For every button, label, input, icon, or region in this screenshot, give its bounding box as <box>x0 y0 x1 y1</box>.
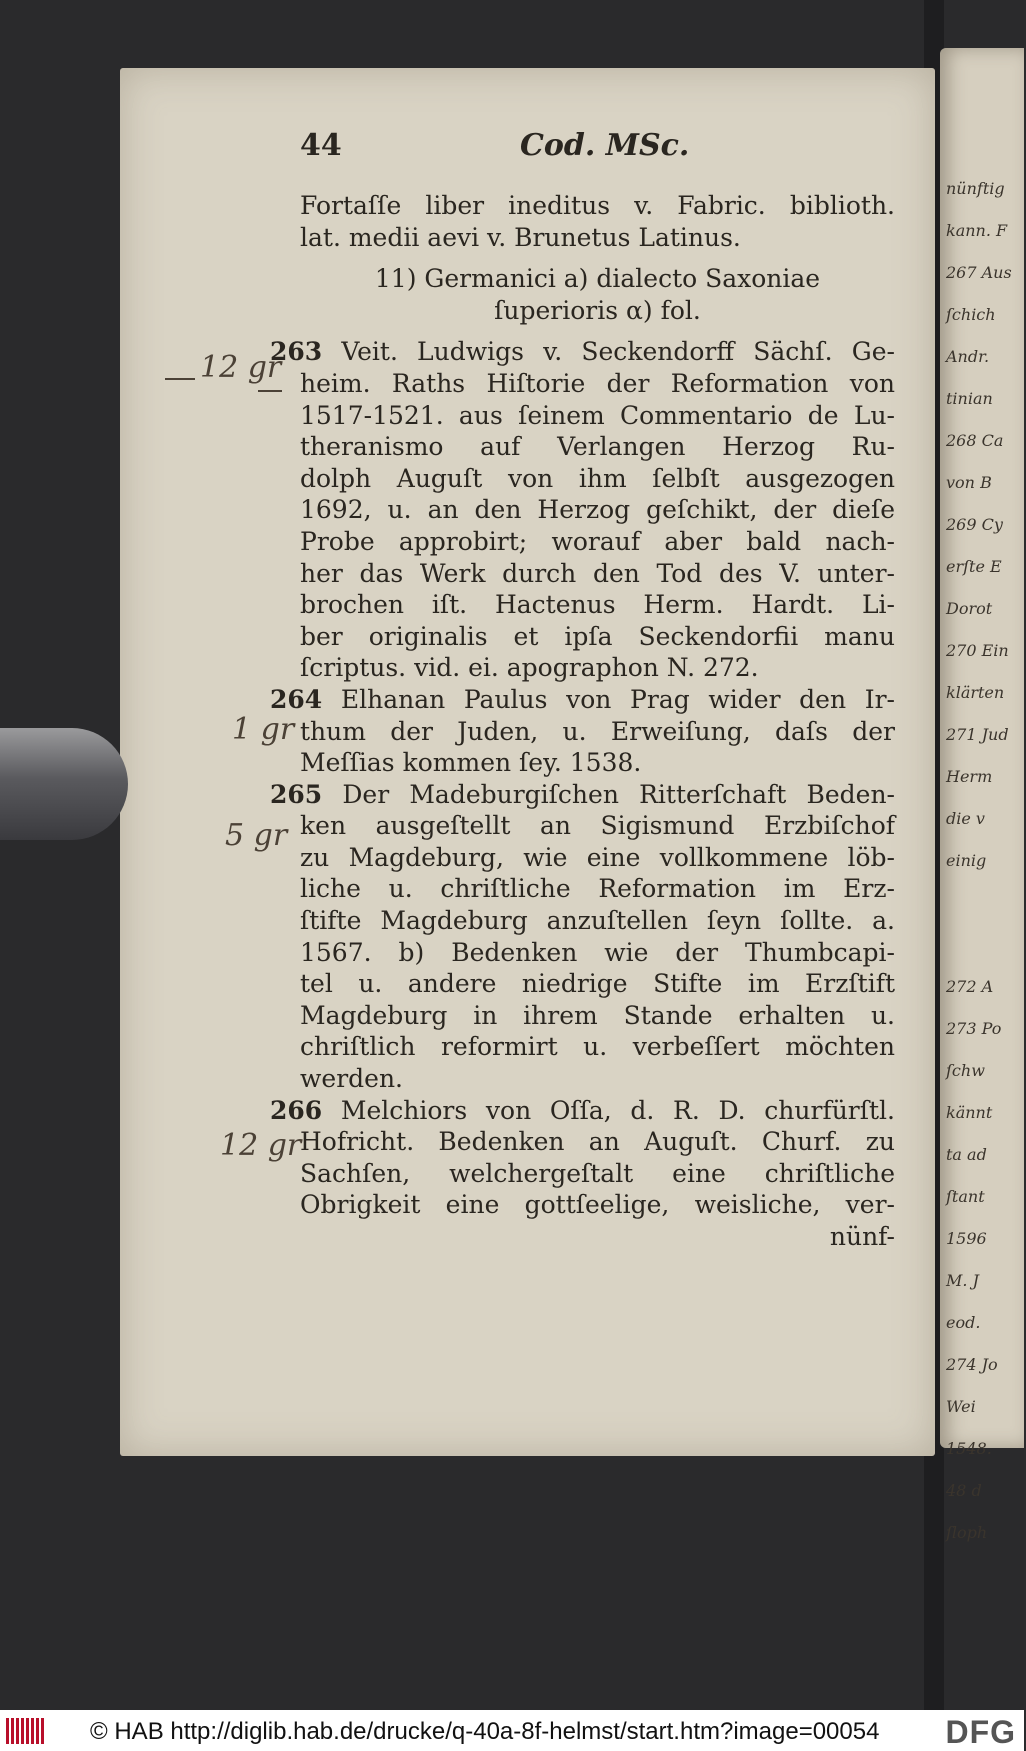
margin-note-price: 1 gr <box>232 712 295 747</box>
entry-line: tel u. andere niedrige Stifte im Erzſtift <box>300 969 895 999</box>
entry-line: theranismo auf Verlangen Herzog Ru- <box>300 432 895 462</box>
text-line: Fortaſſe liber ineditus v. Fabric. biblioth. <box>300 191 895 220</box>
entry-line: liche u. chriſtliche Reformation im Erz- <box>300 874 895 904</box>
facing-page-fragment: ſchich <box>946 305 996 324</box>
entry-line: thum der Juden, u. Erweiſung, daſs der <box>300 716 895 746</box>
entry-line: Sachſen, welchergeſtalt eine chriſtliche <box>300 1158 895 1188</box>
entry-line: 1692, u. an den Herzog geſchikt, der dieſe <box>300 495 895 525</box>
section-heading-line: ſuperioris α) fol. <box>494 295 701 325</box>
entry-line: 1567. b) Bedenken wie der Thumbcapi- <box>300 937 895 967</box>
entry-line: Probe approbirt; worauf aber bald nach- <box>300 526 895 556</box>
facing-page-fragment: ſtant <box>946 1187 985 1206</box>
facing-page-fragment: tinian <box>946 389 993 408</box>
facing-page-fragment: klärten <box>946 683 1005 702</box>
entry-text: Veit. Ludwigs v. Seckendorff Sächſ. Ge- <box>341 337 895 367</box>
running-header <box>300 128 720 172</box>
margin-note-price: 12 gr <box>200 350 282 385</box>
facing-page-fragment: kännt <box>946 1103 993 1122</box>
facing-page-fragment: 1548. <box>946 1439 992 1458</box>
entry-line: werden. <box>300 1064 403 1094</box>
page-clip <box>0 728 128 840</box>
page-number: 44 <box>300 128 342 163</box>
facing-page-fragment: 269 Cy <box>946 515 1003 534</box>
facing-page-fragment: 48 d <box>946 1481 982 1500</box>
facing-page-fragment: Andr. <box>946 347 990 366</box>
entry-text: Melchiors von Oſſa, d. R. D. churfürſtl. <box>340 1095 895 1125</box>
facing-page-fragment <box>946 924 1026 966</box>
entry-line: Magdeburg in ihrem Stande erhalten u. <box>300 1000 895 1030</box>
hab-logo-icon <box>6 1718 46 1744</box>
facing-page-fragment: ta ad <box>946 1145 987 1164</box>
facing-page-fragment: M. J <box>946 1271 979 1290</box>
facing-page-fragment: 270 Ein <box>946 641 1009 660</box>
margin-dash <box>258 390 282 392</box>
facing-page-fragment: Dorot <box>946 599 993 618</box>
entry-line <box>270 779 895 811</box>
margin-dash <box>165 378 195 380</box>
entry-line: ſcriptus. vid. ei. apographon N. 272. <box>300 653 759 683</box>
facing-page-fragment: 268 Ca <box>946 431 1004 450</box>
margin-note-price: 5 gr <box>225 818 288 853</box>
entry-line <box>270 684 895 716</box>
facing-page-fragment: 274 Jo <box>946 1355 998 1374</box>
facing-page-fragment: eod. <box>946 1313 981 1332</box>
entry-number: 263 <box>270 337 323 367</box>
footer-copyright: © HAB http://diglib.hab.de/drucke/q-40a-8f-helmst/start.htm?image=00054 <box>90 1718 880 1745</box>
facing-page-fragment: Wei <box>946 1397 976 1416</box>
footer-bar <box>0 1710 1024 1751</box>
facing-page-fragment: 273 Po <box>946 1019 1002 1038</box>
entry-line: 1517-1521. aus ſeinem Commentario de Lu- <box>300 400 895 430</box>
entry-line: dolph Auguſt von ihm ſelbſt ausgezogen <box>300 463 895 493</box>
facing-page-fragment: von B <box>946 473 992 492</box>
entry-line: chriſtlich reformirt u. verbeſſert möchten <box>300 1032 895 1062</box>
facing-page-fragment <box>946 882 1026 924</box>
entry-number: 266 <box>270 1095 323 1125</box>
entry-line: Hofricht. Bedenken an Auguſt. Churf. zu <box>300 1127 895 1157</box>
facing-page-fragment: Herm <box>946 767 993 786</box>
entry-number: 264 <box>270 684 323 714</box>
facing-page-fragment: ſchw <box>946 1061 985 1080</box>
entry-text: Der Madeburgiſchen Ritterſchaft Beden- <box>342 779 895 809</box>
facing-page-fragment: kann. F <box>946 221 1008 240</box>
facing-page-fragment: einig <box>946 851 987 870</box>
entry-text: Elhanan Paulus von Prag wider den Ir- <box>340 684 895 714</box>
spacer <box>300 253 895 263</box>
facing-page-fragment: 272 A <box>946 977 994 996</box>
entry-line: her das Werk durch den Tod des V. unter- <box>300 558 895 588</box>
entry-line: zu Magdeburg, wie eine vollkommene löb- <box>300 842 895 872</box>
facing-page <box>940 48 1024 1542</box>
facing-page-fragment: erſte E <box>946 557 1002 576</box>
facing-page-fragment: ſloph <box>946 1523 988 1542</box>
entry-line <box>270 1095 895 1127</box>
section-heading-line: 11) Germanici a) dialecto Saxoniae <box>374 264 821 294</box>
entry-line: ken ausgeſtellt an Sigismund Erzbiſchof <box>300 811 895 841</box>
entry-line <box>270 336 895 368</box>
catchword: nünf- <box>829 1222 895 1251</box>
entry-line: ſtifte Magdeburg anzuſtellen ſeyn ſollte. a. <box>300 906 895 936</box>
facing-page-fragment: nünftig <box>946 179 1005 198</box>
facing-page-text <box>946 168 1026 1554</box>
facing-page-fragment: 1596 <box>946 1229 987 1248</box>
facing-page-fragment: 271 Jud <box>946 725 1009 744</box>
text-line: lat. medii aevi v. Brunetus Latinus. <box>300 222 741 252</box>
spacer <box>300 326 895 336</box>
dfg-logo: DFG <box>945 1714 1016 1750</box>
entry-line: brochen iſt. Hactenus Herm. Hardt. Li- <box>300 590 895 620</box>
page-body <box>270 190 895 1253</box>
margin-note-price: 12 gr <box>220 1128 302 1163</box>
facing-page-fragment: 267 Aus <box>946 263 1012 282</box>
entry-line: Meſſias kommen ſey. 1538. <box>300 748 642 778</box>
facing-page-fragment: die v <box>946 809 985 828</box>
entry-line: ber originalis et ipſa Seckendorfii manu <box>300 621 895 651</box>
running-title: Cod. MSc. <box>520 128 690 163</box>
entry-number: 265 <box>270 779 323 809</box>
entry-line: Obrigkeit eine gottſeelige, weisliche, ver- <box>300 1190 895 1220</box>
entry-line: heim. Raths Hiſtorie der Reformation von <box>300 368 895 398</box>
